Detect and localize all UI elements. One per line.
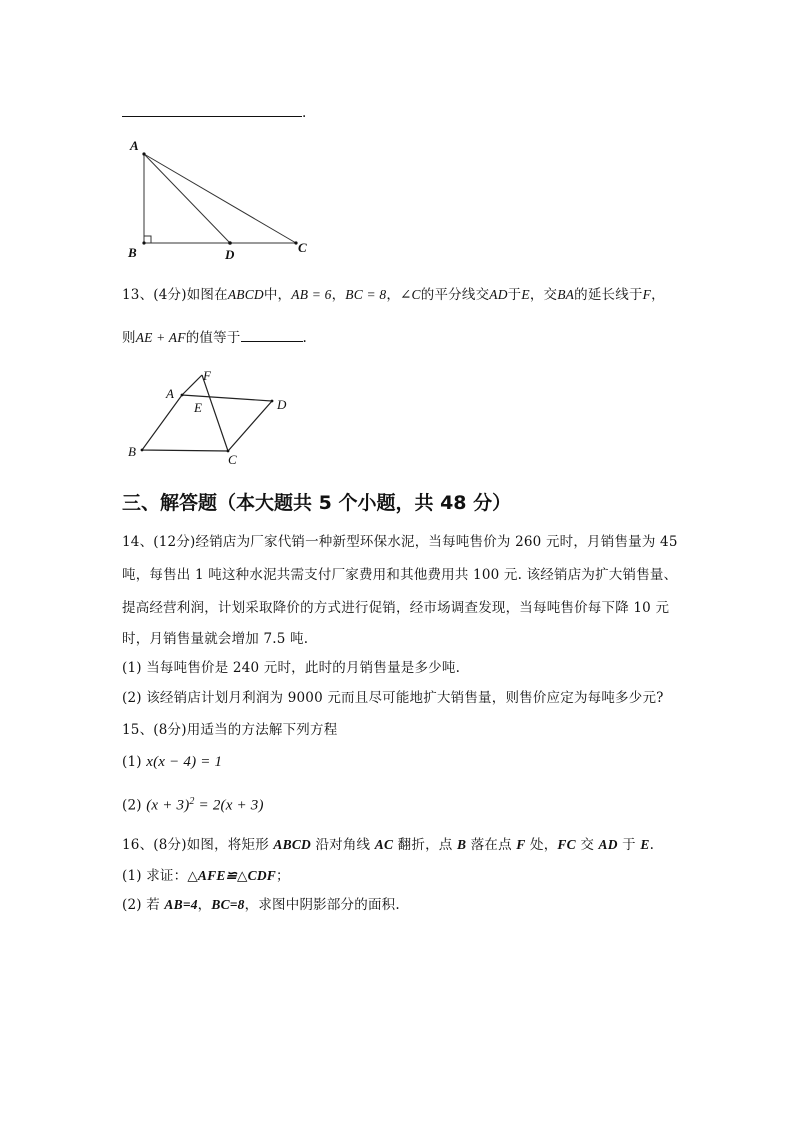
label-c: C — [228, 452, 237, 467]
point-d — [271, 400, 274, 403]
q16-sub1: (1) 求证：△AFE≌△CDF； — [122, 868, 290, 884]
label-b: B — [128, 444, 136, 459]
point-b — [141, 449, 144, 452]
segment-af — [182, 375, 202, 395]
q15-sub1: (1) x(x − 4) = 1 — [122, 754, 223, 770]
point-a — [142, 152, 145, 155]
point-b — [142, 241, 145, 244]
answer-blank — [122, 104, 302, 117]
label-e: E — [194, 400, 202, 415]
label-c: C — [298, 240, 307, 255]
q15-sub2: (2) $(x + 3)^2 = 2(x + 3)$ — [122, 796, 264, 814]
figure-triangle-abc — [120, 135, 320, 265]
q14-line1: 14、(12分)经销店为厂家代销一种新型环保水泥，当每吨售价为 260 元时，月销售量为 45 — [122, 534, 678, 550]
q14-line2: 吨，每售出 1 吨这种水泥共需支付厂家费用和其他费用共 100 元. 该经销店为扩大销售量、 — [122, 567, 678, 583]
segment-ac — [144, 154, 296, 243]
label-f: F — [203, 368, 211, 383]
q15-title: 15、(8分)用适当的方法解下列方程 — [122, 722, 338, 738]
figure-parallelogram-abcd — [120, 365, 310, 470]
label-b: B — [128, 245, 137, 260]
segment-fc — [202, 375, 228, 451]
q14-sub1: (1) 当每吨售价是 240 元时，此时的月销售量是多少吨. — [122, 660, 461, 676]
section-heading: 三、解答题（本大题共 5 个小题，共 48 分） — [122, 492, 512, 514]
label-a: A — [166, 386, 174, 401]
answer-blank — [241, 329, 303, 342]
parallelogram — [142, 395, 272, 451]
q14-line3: 提高经营利润，计划采取降价的方式进行促销，经市场调查发现，当每吨售价每下降 10 元 — [122, 600, 670, 616]
label-d: D — [277, 397, 287, 412]
q14-sub2: (2) 该经销店计划月利润为 9000 元而且尽可能地扩大销售量，则售价应定为每吨多少元? — [122, 690, 664, 706]
point-d — [228, 241, 232, 245]
segment-ad — [144, 154, 230, 243]
label-a: A — [130, 138, 139, 153]
q16-sub2: (2) 若 AB=4，BC=8，求图中阴影部分的面积. — [122, 897, 400, 913]
point-a — [181, 394, 184, 397]
q13-line1: 13、(4分)如图在ABCD中，AB = 6，BC = 8，∠C的平分线交AD于E，交BA的延长线于F， — [122, 287, 665, 303]
label-d: D — [225, 247, 235, 262]
q12-answer-line: . — [122, 104, 307, 121]
q13-line2: 则AE + AF的值等于 . — [122, 330, 308, 346]
q14-line4: 时，月销售量就会增加 7.5 吨. — [122, 631, 309, 647]
q16-line1: 16、(8分)如图，将矩形 ABCD 沿对角线 AC 翻折，点 B 落在点 F 处，FC 交 AD 于 E. — [122, 837, 655, 853]
